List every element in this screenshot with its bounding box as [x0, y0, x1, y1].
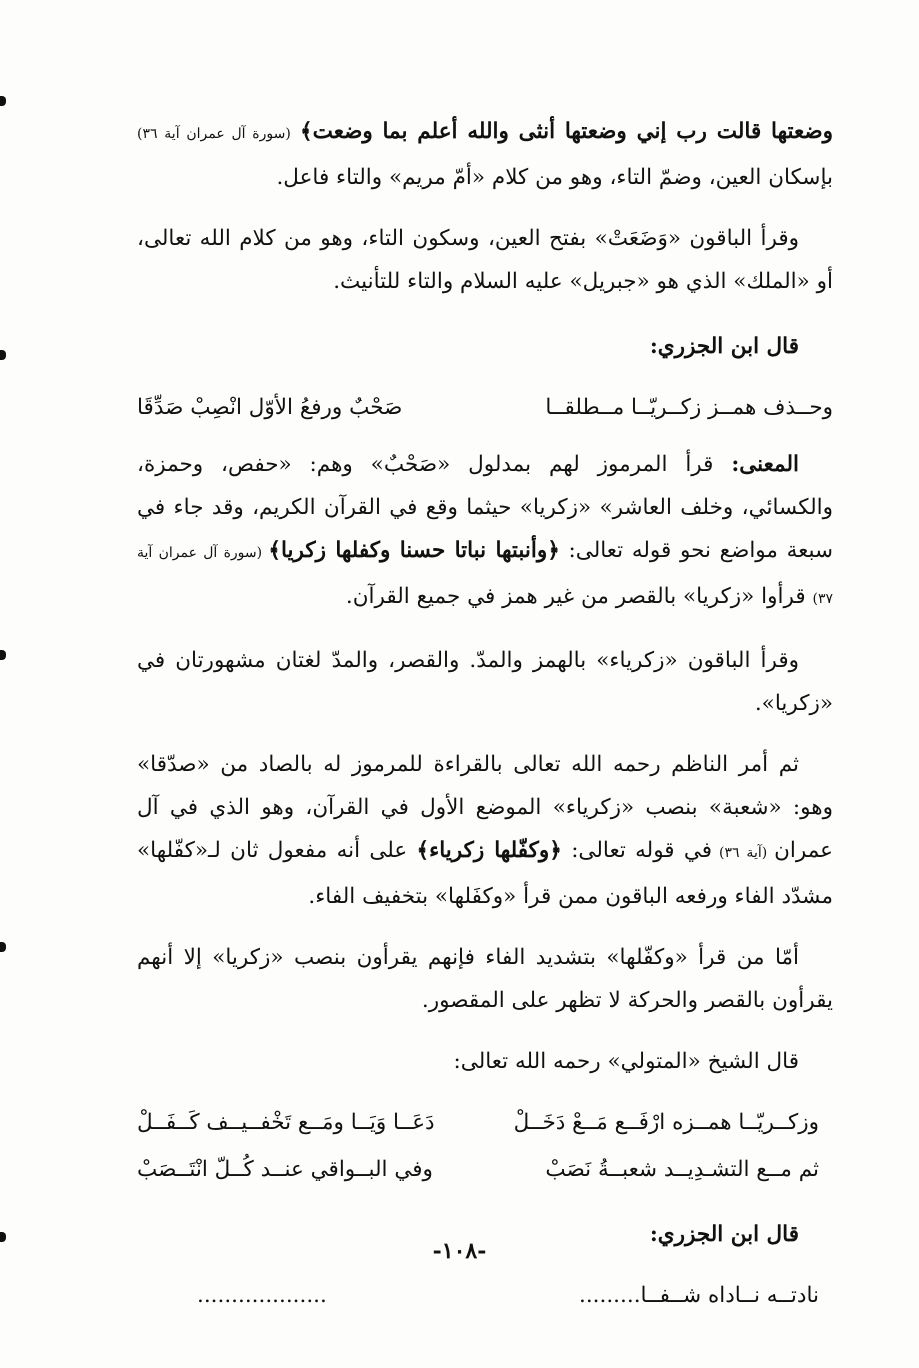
- verse-right-hemistich: وحــذف همــز زكــريّــا مــطلقــا: [545, 395, 833, 420]
- verse-line: [137, 1148, 833, 1191]
- scan-edge-mark: [0, 350, 6, 360]
- paragraph-3: [137, 443, 833, 621]
- page-number: -١٠٨-: [432, 1238, 487, 1264]
- paragraph-text: على أنه مفعول ثان لـ«كفّلها» مشدّد الفاء ورفعه الباقون ممن قرأ «وكفَلها» بتخفيف الفاء.: [137, 838, 833, 909]
- paragraph-text: قرأ المرموز لهم بمدلول «صَحْبٌ» وهم: «حفص، وحمزة، والكسائي، وخلف العاشر» «زكريا» حيثما وقع في القرآن الكريم، وقد جاء في سبعة مواضع نحو قوله تعالى:: [137, 452, 833, 563]
- paragraph-1: [137, 110, 833, 199]
- verse-line: [137, 386, 833, 429]
- verse-right-hemistich: نادتــه نــاداه شــفــا.........: [579, 1283, 819, 1308]
- quran-quote: ﴿وكفّلها زكرياء﴾: [416, 838, 562, 863]
- section-heading: قال ابن الجزري:: [649, 334, 799, 359]
- scan-edge-mark: [0, 96, 6, 106]
- verse-line: [137, 1274, 833, 1317]
- verse-left-hemistich: وفي البــواقي عنــد كُــلّ انْتَــصَبْ: [137, 1157, 433, 1182]
- surah-reference: (سورة آل عمران آية ٣٧): [137, 545, 833, 607]
- scan-edge-mark: [0, 650, 6, 660]
- scan-edge-mark: [0, 942, 6, 952]
- surah-reference: (سورة آل عمران آية ٣٦): [137, 126, 291, 142]
- paragraph-4: وقرأ الباقون «زكرياء» بالهمز والمدّ. والقصر، والمدّ لغتان مشهورتان في «زكريا».: [137, 648, 833, 716]
- paragraph-2: وقرأ الباقون «وَضَعَتْ» بفتح العين، وسكون التاء، وهو من كلام الله تعالى، أو «الملك» الذي هو «جبريل» عليه السلام والتاء للتأنيث.: [137, 226, 833, 294]
- paragraph-6: أمّا من قرأ «وكفّلها» بتشديد الفاء فإنهم يقرأون بنصب «زكريا» إلا أنهم يقرأون بالقصر والحركة لا تظهر على المقصور.: [137, 945, 833, 1013]
- paragraph-text: قرأوا «زكريا» بالقصر من غير همز في جميع القرآن.: [345, 584, 813, 609]
- verse-left-hemistich: ...................: [197, 1283, 327, 1308]
- quran-quote: وضعتها قالت رب إني وضعتها أنثى والله أعلم بما وضعت﴾: [299, 119, 833, 144]
- section-heading: قال الشيخ «المتولي» رحمه الله تعالى:: [453, 1049, 799, 1074]
- paragraph-text: بإسكان العين، وضمّ التاء، وهو من كلام «أمّ مريم» والتاء فاعل.: [276, 165, 833, 190]
- document-body: [137, 110, 833, 1331]
- paragraph-text: في قوله تعالى:: [561, 838, 713, 863]
- verse-reference: (آية ٣٦): [712, 845, 775, 861]
- section-heading: قال ابن الجزري:: [649, 1222, 799, 1247]
- verse-line: [137, 1101, 833, 1144]
- meaning-label: المعنى:: [731, 452, 799, 477]
- verse-right-hemistich: وزكــريّــا همــزه ارْفَــع مَــعْ دَخَــلْ: [513, 1110, 819, 1135]
- quran-quote: ﴿وأنبتها نباتا حسنا وكفلها زكريا﴾: [268, 538, 560, 563]
- verse-right-hemistich: ثم مــع التشـدِيــد شعبــةُ نَصَبْ: [545, 1157, 819, 1182]
- verse-left-hemistich: دَعَــا وَيَــا ومَــع تَخْفــيــف كَــفَــلْ: [137, 1110, 435, 1135]
- verse-left-hemistich: صَحْبٌ ورفعُ الأوّل انْصِبْ صَدِّقَا: [137, 395, 403, 420]
- paragraph-5: [137, 743, 833, 918]
- paragraph-text: ثم أمر الناظم رحمه الله تعالى بالقراءة للمرموز له بالصاد من «صدّقا» وهو: «شعبة» بنصب «زكرياء» الموضع الأول في القرآن، وهو الذي في آل عمران: [137, 752, 833, 863]
